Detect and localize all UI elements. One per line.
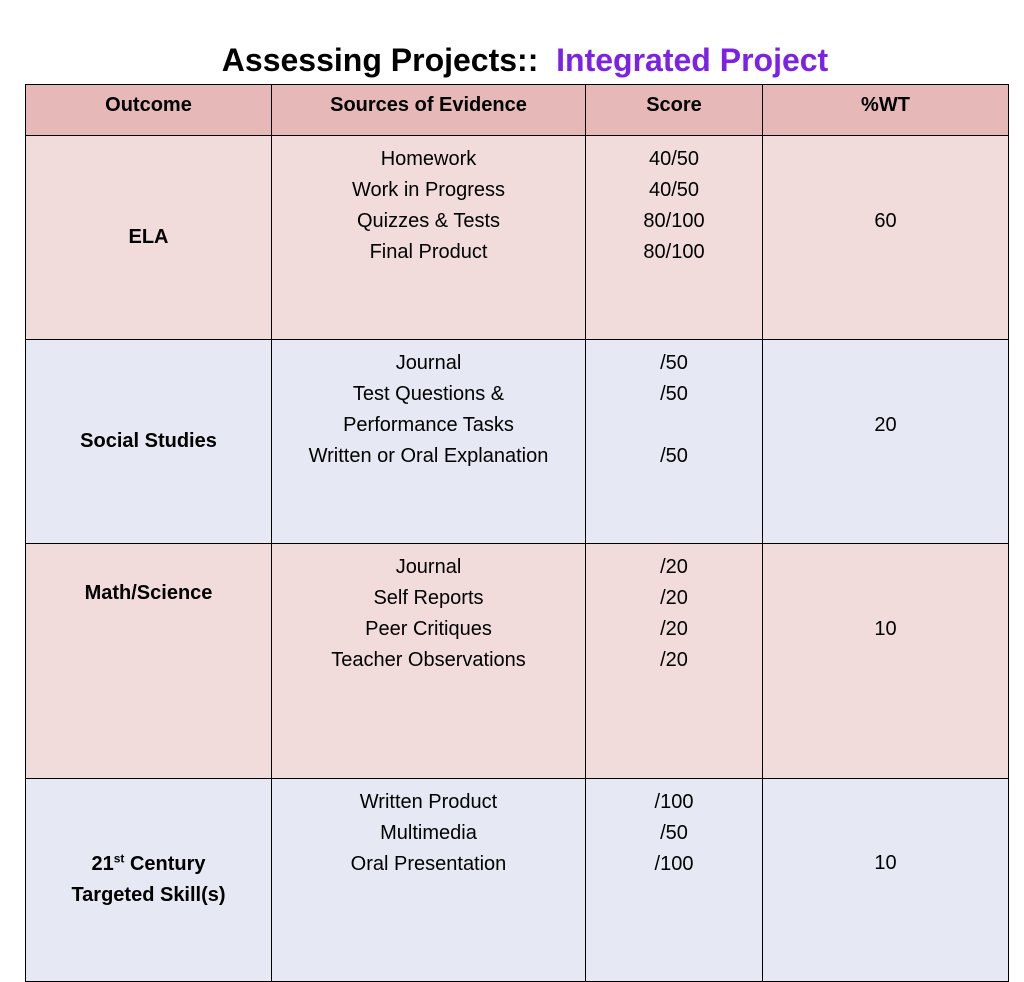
- score-item: /100: [654, 791, 694, 813]
- source-item: Homework: [380, 148, 477, 170]
- sources-cell: [272, 779, 586, 982]
- source-item: Written or Oral Explanation: [308, 445, 549, 467]
- table-row-social-studies: [26, 340, 1009, 544]
- table-header-row: [26, 85, 1009, 136]
- outcome-superscript: st: [113, 851, 125, 866]
- outcome-label-line1: [26, 849, 271, 880]
- title-accent: Integrated Project: [556, 42, 829, 78]
- score-cell: [586, 544, 763, 779]
- source-item: Peer Critiques: [365, 618, 492, 640]
- source-item: Self Reports: [373, 587, 484, 609]
- outcome-cell: [26, 136, 272, 340]
- score-cell: [586, 340, 763, 544]
- score-item: /100: [654, 853, 694, 875]
- outcome-cell: [26, 779, 272, 982]
- outcome-label: ELA: [128, 226, 169, 248]
- score-item: /50: [660, 445, 688, 467]
- table-row-21st-century: [26, 779, 1009, 982]
- outcome-cell: [26, 544, 272, 779]
- source-item: Journal: [395, 556, 462, 578]
- score-cell: [586, 779, 763, 982]
- wt-cell: [763, 544, 1009, 779]
- outcome-rest: Century: [124, 853, 206, 875]
- table-row-math-science: [26, 544, 1009, 779]
- header-outcome: Outcome: [26, 85, 272, 136]
- score-item: /20: [660, 649, 688, 671]
- header-score: Score: [586, 85, 763, 136]
- score-item: /50: [660, 822, 688, 844]
- source-item: Journal: [395, 352, 462, 374]
- score-item-blank: [586, 410, 762, 441]
- source-item: Multimedia: [380, 822, 477, 844]
- outcome-label: Math/Science: [84, 582, 213, 604]
- score-item: /20: [660, 587, 688, 609]
- title-prefix: Assessing Projects::: [221, 42, 539, 78]
- slide-title: [0, 38, 1024, 82]
- score-item: /50: [660, 383, 688, 405]
- wt-cell: [763, 779, 1009, 982]
- wt-cell: [763, 136, 1009, 340]
- source-item: Final Product: [369, 241, 488, 263]
- source-item: Teacher Observations: [331, 649, 526, 671]
- outcome-label: Social Studies: [80, 430, 217, 452]
- score-item: 80/100: [643, 241, 705, 263]
- wt-value: 10: [874, 618, 897, 640]
- score-item: /50: [660, 352, 688, 374]
- source-item: Performance Tasks: [343, 414, 514, 436]
- source-item: Test Questions &: [352, 383, 505, 405]
- wt-cell: [763, 340, 1009, 544]
- outcome-cell: [26, 340, 272, 544]
- table-row-ela: [26, 136, 1009, 340]
- assessment-table: [25, 84, 1009, 982]
- score-item: /20: [660, 618, 688, 640]
- score-cell: [586, 136, 763, 340]
- wt-value: 60: [874, 210, 897, 232]
- source-item: Work in Progress: [351, 179, 505, 201]
- sources-cell: [272, 136, 586, 340]
- sources-cell: [272, 544, 586, 779]
- wt-value: 10: [874, 852, 897, 874]
- score-item: 40/50: [648, 148, 700, 170]
- header-sources: Sources of Evidence: [272, 85, 586, 136]
- source-item: Written Product: [359, 791, 498, 813]
- source-item: Quizzes & Tests: [356, 210, 501, 232]
- score-item: /20: [660, 556, 688, 578]
- score-item: 40/50: [648, 179, 700, 201]
- sources-cell: [272, 340, 586, 544]
- wt-value: 20: [874, 414, 897, 436]
- source-item: Oral Presentation: [350, 853, 507, 875]
- header-wt: %WT: [763, 85, 1009, 136]
- outcome-label-line2: Targeted Skill(s): [71, 884, 226, 906]
- outcome-number: 21: [91, 853, 114, 875]
- score-item: 80/100: [643, 210, 705, 232]
